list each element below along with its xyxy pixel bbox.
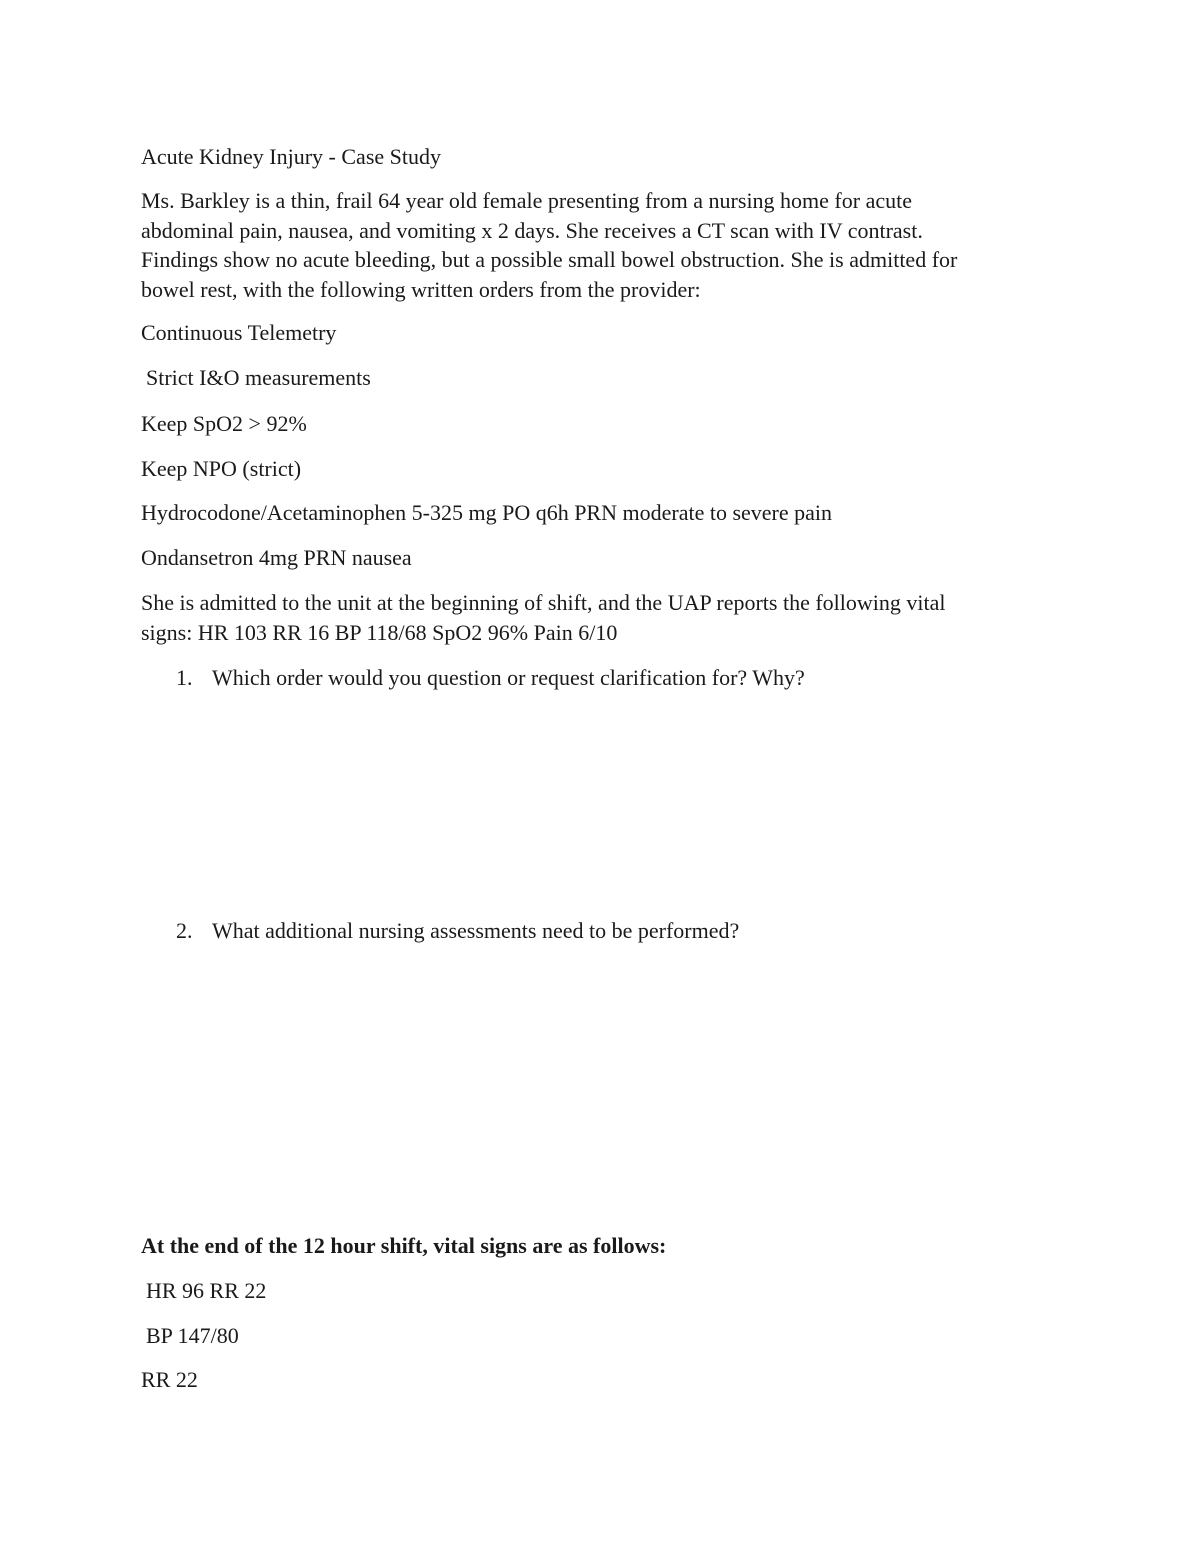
intro-line: bowel rest, with the following written orders from the provider:: [141, 276, 701, 302]
question-1-text: Which order would you question or request clarification for? Why?: [212, 665, 805, 690]
intro-line: Findings show no acute bleeding, but a possible small bowel obstruction. She is admitted for: [141, 247, 958, 272]
order-strict-io: Strict I&O measurements: [146, 365, 371, 390]
intro-paragraph: [141, 186, 1041, 304]
admission-line: She is admitted to the unit at the beginning of shift, and the UAP reports the following vital: [141, 590, 946, 615]
admission-paragraph: [141, 588, 1041, 647]
end-vitals-bp: BP 147/80: [146, 1323, 239, 1348]
admission-line: signs: HR 103 RR 16 BP 118/68 SpO2 96% Pain 6/10: [141, 619, 618, 645]
order-npo: Keep NPO (strict): [141, 456, 302, 481]
order-telemetry: Continuous Telemetry: [141, 320, 337, 345]
end-vitals-hr-rr: HR 96 RR 22: [146, 1278, 267, 1303]
intro-line: Ms. Barkley is a thin, frail 64 year old female presenting from a nursing home for acute: [141, 188, 912, 213]
end-vitals-rr: RR 22: [141, 1367, 198, 1392]
order-spo2: Keep SpO2 > 92%: [141, 411, 307, 436]
end-of-shift-heading: At the end of the 12 hour shift, vital signs are as follows:: [141, 1233, 667, 1258]
intro-line: abdominal pain, nausea, and vomiting x 2 days. She receives a CT scan with IV contrast.: [141, 217, 923, 243]
order-hydrocodone: Hydrocodone/Acetaminophen 5-325 mg PO q6h PRN moderate to severe pain: [141, 500, 833, 525]
order-ondansetron: Ondansetron 4mg PRN nausea: [141, 545, 412, 570]
question-2-number: 2.: [176, 918, 193, 943]
question-2-text: What additional nursing assessments need to be performed?: [212, 918, 740, 943]
document-title: Acute Kidney Injury - Case Study: [141, 144, 441, 169]
question-1-number: 1.: [176, 665, 193, 690]
